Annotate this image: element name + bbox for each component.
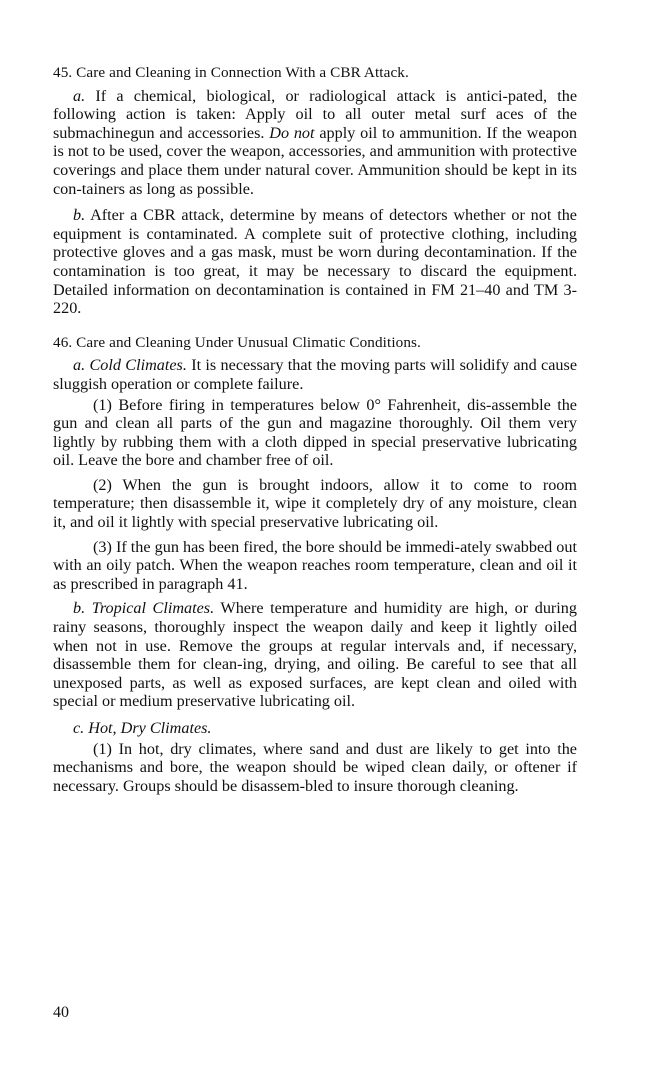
section-45-heading: 45. Care and Cleaning in Connection With a CBR Attack. bbox=[53, 64, 409, 81]
section-45-paragraph-b: b. After a CBR attack, determine by means of detectors whether or not the equipment is contaminated. A complete suit of protective clothing, including protective gloves and a gas mask, must be worn during decontamination. If the contamination is too great, it may be necessary to discard the equipment. Detailed information on decontamination is contained in FM 21–40 and TM 3-220. bbox=[53, 206, 577, 318]
section-46-a-item-1: (1) Before firing in temperatures below 0° Fahrenheit, dis-assemble the gun and clean all parts of the gun and magazine thoroughly. Oil them very lightly by rubbing them with a cloth dipped in special preservative lubricating oil. Leave the bore and chamber free of oil. bbox=[53, 395, 577, 470]
section-46-paragraph-a: a. Cold Climates. It is necessary that the moving parts will solidify and cause sluggish operation or complete failure. bbox=[53, 356, 578, 393]
section-46-a-item-3: (3) If the gun has been fired, the bore should be immedi-ately swabbed out with an oily patch. When the weapon reaches room temperature, clean and oil it as prescribed in paragraph 41. bbox=[53, 537, 577, 593]
document-page bbox=[53, 64, 577, 801]
section-46-paragraph-b: b. Tropical Climates. Where temperature and humidity are high, or during rainy seasons, thoroughly inspect the weapon daily and keep it lightly oiled when not in use. Remove the groups at regular intervals and, if necessary, disassemble them for clean-ing, drying, and oiling. Be careful to see that all unexposed parts, as well as exposed surfaces, are kept clean and oiled with special or medium preservative lubricating oil. bbox=[53, 599, 577, 711]
section-46-paragraph-c: c. Hot, Dry Climates. bbox=[73, 719, 212, 737]
section-46-c-item-1: (1) In hot, dry climates, where sand and dust are likely to get into the mechanisms and bore, the weapon should be wiped clean daily, or oftener if necessary. Groups should be disassem-bled to insure thorough cleaning. bbox=[53, 739, 577, 795]
section-45-paragraph-a: a. If a chemical, biological, or radiological attack is antici-pated, the following action is taken: Apply oil to all outer metal surf aces of the submachinegun and accessories. Do not apply oil to ammunition. If the weapon is not to be used, cover the weapon, accessories, and ammunition with protective coverings and place them under natural cover. Ammunition should be kept in its con-tainers as long as possible. bbox=[53, 86, 578, 198]
emphasis-do-not: Do not bbox=[269, 123, 315, 142]
section-46-heading: 46. Care and Cleaning Under Unusual Climatic Conditions. bbox=[53, 333, 421, 351]
page-number: 40 bbox=[53, 1004, 69, 1021]
section-46-a-item-2: (2) When the gun is brought indoors, allow it to come to room temperature; then disassemble it, wipe it completely dry of any moisture, clean it, and oil it lightly with special preservative lubricating oil. bbox=[53, 475, 577, 532]
